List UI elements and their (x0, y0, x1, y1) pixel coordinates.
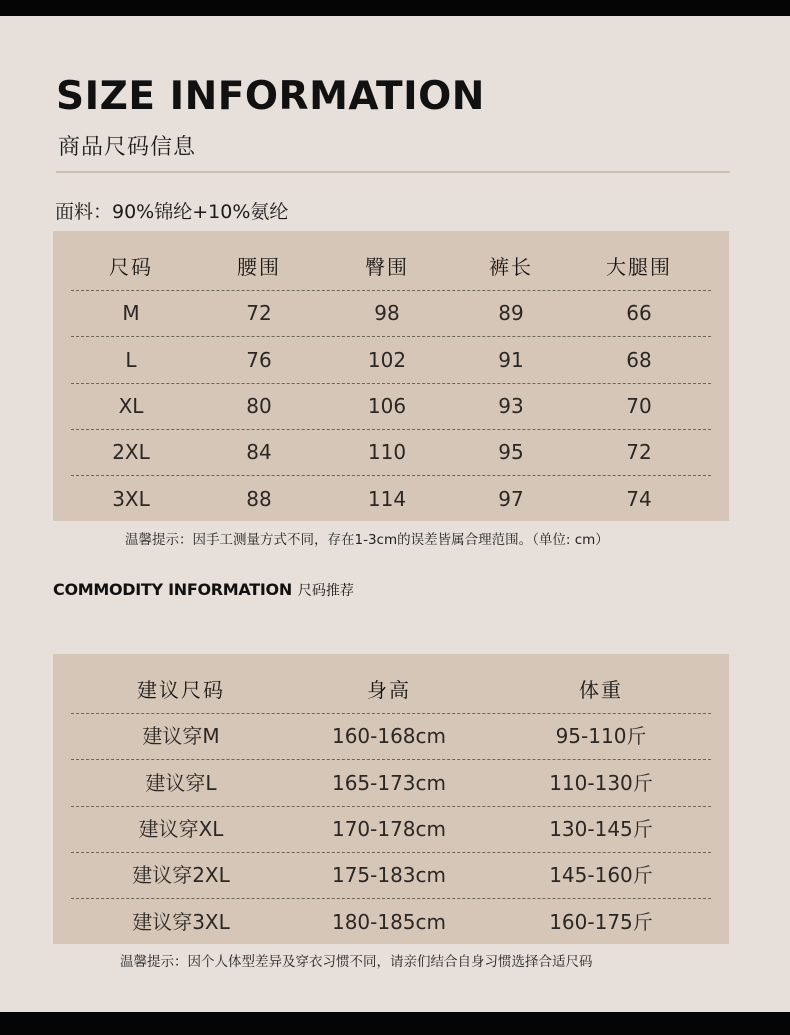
table-cell: 建议穿2XL (132, 863, 230, 887)
top-frame-bar (0, 0, 790, 16)
table-cell: 建议穿L (145, 771, 217, 795)
table-cell: 72 (626, 440, 652, 464)
header-cell-size: 尺码 (109, 255, 153, 279)
table-row (71, 852, 711, 899)
bottom-frame-bar (0, 1012, 790, 1035)
header-cell-waist: 腰围 (237, 255, 281, 279)
page-title: SIZE INFORMATION (56, 74, 485, 119)
table-cell: 91 (498, 348, 524, 372)
table-cell: 2XL (112, 440, 150, 464)
table-row (71, 383, 711, 430)
table-row (71, 290, 711, 337)
recommend-table-note: 温馨提示：因个人体型差异及穿衣习惯不同，请亲们结合自身习惯选择合适尺码 (120, 954, 593, 970)
table-cell: 175-183cm (331, 863, 447, 887)
table-cell: 97 (498, 487, 524, 511)
table-row (71, 337, 711, 384)
table-cell: 68 (626, 348, 652, 372)
table-cell: 84 (246, 440, 272, 464)
table-cell: 95-110斤 (555, 724, 647, 748)
table-cell: 170-178cm (331, 817, 447, 841)
header-cell-suggested-size: 建议尺码 (137, 678, 225, 702)
table-cell: M (122, 301, 140, 325)
size-table-note: 温馨提示：因手工测量方式不同，存在1-3cm的误差皆属合理范围。（单位: cm） (125, 532, 609, 548)
table-cell: 95 (498, 440, 524, 464)
table-cell: 106 (367, 394, 407, 418)
table-cell: 114 (367, 487, 407, 511)
table-cell: 建议穿3XL (132, 910, 230, 934)
size-table (53, 231, 729, 521)
commodity-title-en: COMMODITY INFORMATION (53, 580, 292, 599)
table-row (71, 899, 711, 945)
table-cell: 建议穿XL (138, 817, 224, 841)
table-row (71, 806, 711, 853)
table-cell: 102 (367, 348, 407, 372)
table-cell: 建议穿M (142, 724, 220, 748)
table-cell: 110 (367, 440, 407, 464)
table-row (71, 713, 711, 760)
header-cell-thigh: 大腿围 (606, 255, 672, 279)
header-cell-length: 裤长 (489, 255, 533, 279)
commodity-title-cn: 尺码推荐 (297, 583, 354, 599)
table-row (71, 760, 711, 807)
table-cell: 93 (498, 394, 524, 418)
table-cell: 66 (626, 301, 652, 325)
table-cell: 130-145斤 (549, 817, 653, 841)
table-cell: 3XL (112, 487, 150, 511)
table-cell: XL (118, 394, 144, 418)
table-row (71, 476, 711, 522)
table-cell: 80 (246, 394, 272, 418)
header-cell-weight: 体重 (579, 678, 623, 702)
table-cell: 72 (246, 301, 272, 325)
table-header-row (71, 667, 711, 714)
table-cell: 110-130斤 (549, 771, 653, 795)
fabric-composition: 面料：90%锦纶+10%氨纶 (55, 201, 289, 223)
table-row (71, 429, 711, 476)
table-cell: 160-175斤 (549, 910, 653, 934)
table-cell: 70 (626, 394, 652, 418)
header-cell-hip: 臀围 (365, 255, 409, 279)
table-cell: 165-173cm (331, 771, 447, 795)
table-cell: 160-168cm (331, 724, 447, 748)
table-cell: 180-185cm (331, 910, 447, 934)
table-cell: 74 (626, 487, 652, 511)
page-subtitle: 商品尺码信息 (58, 135, 197, 160)
commodity-heading (53, 580, 354, 600)
header-cell-height: 身高 (367, 678, 411, 702)
table-cell: 88 (246, 487, 272, 511)
header-divider (56, 171, 730, 173)
table-cell: 145-160斤 (549, 863, 653, 887)
recommend-table (53, 654, 729, 944)
table-cell: 98 (374, 301, 400, 325)
table-cell: 89 (498, 301, 524, 325)
table-cell: 76 (246, 348, 272, 372)
table-header-row (71, 244, 711, 291)
table-cell: L (125, 348, 137, 372)
